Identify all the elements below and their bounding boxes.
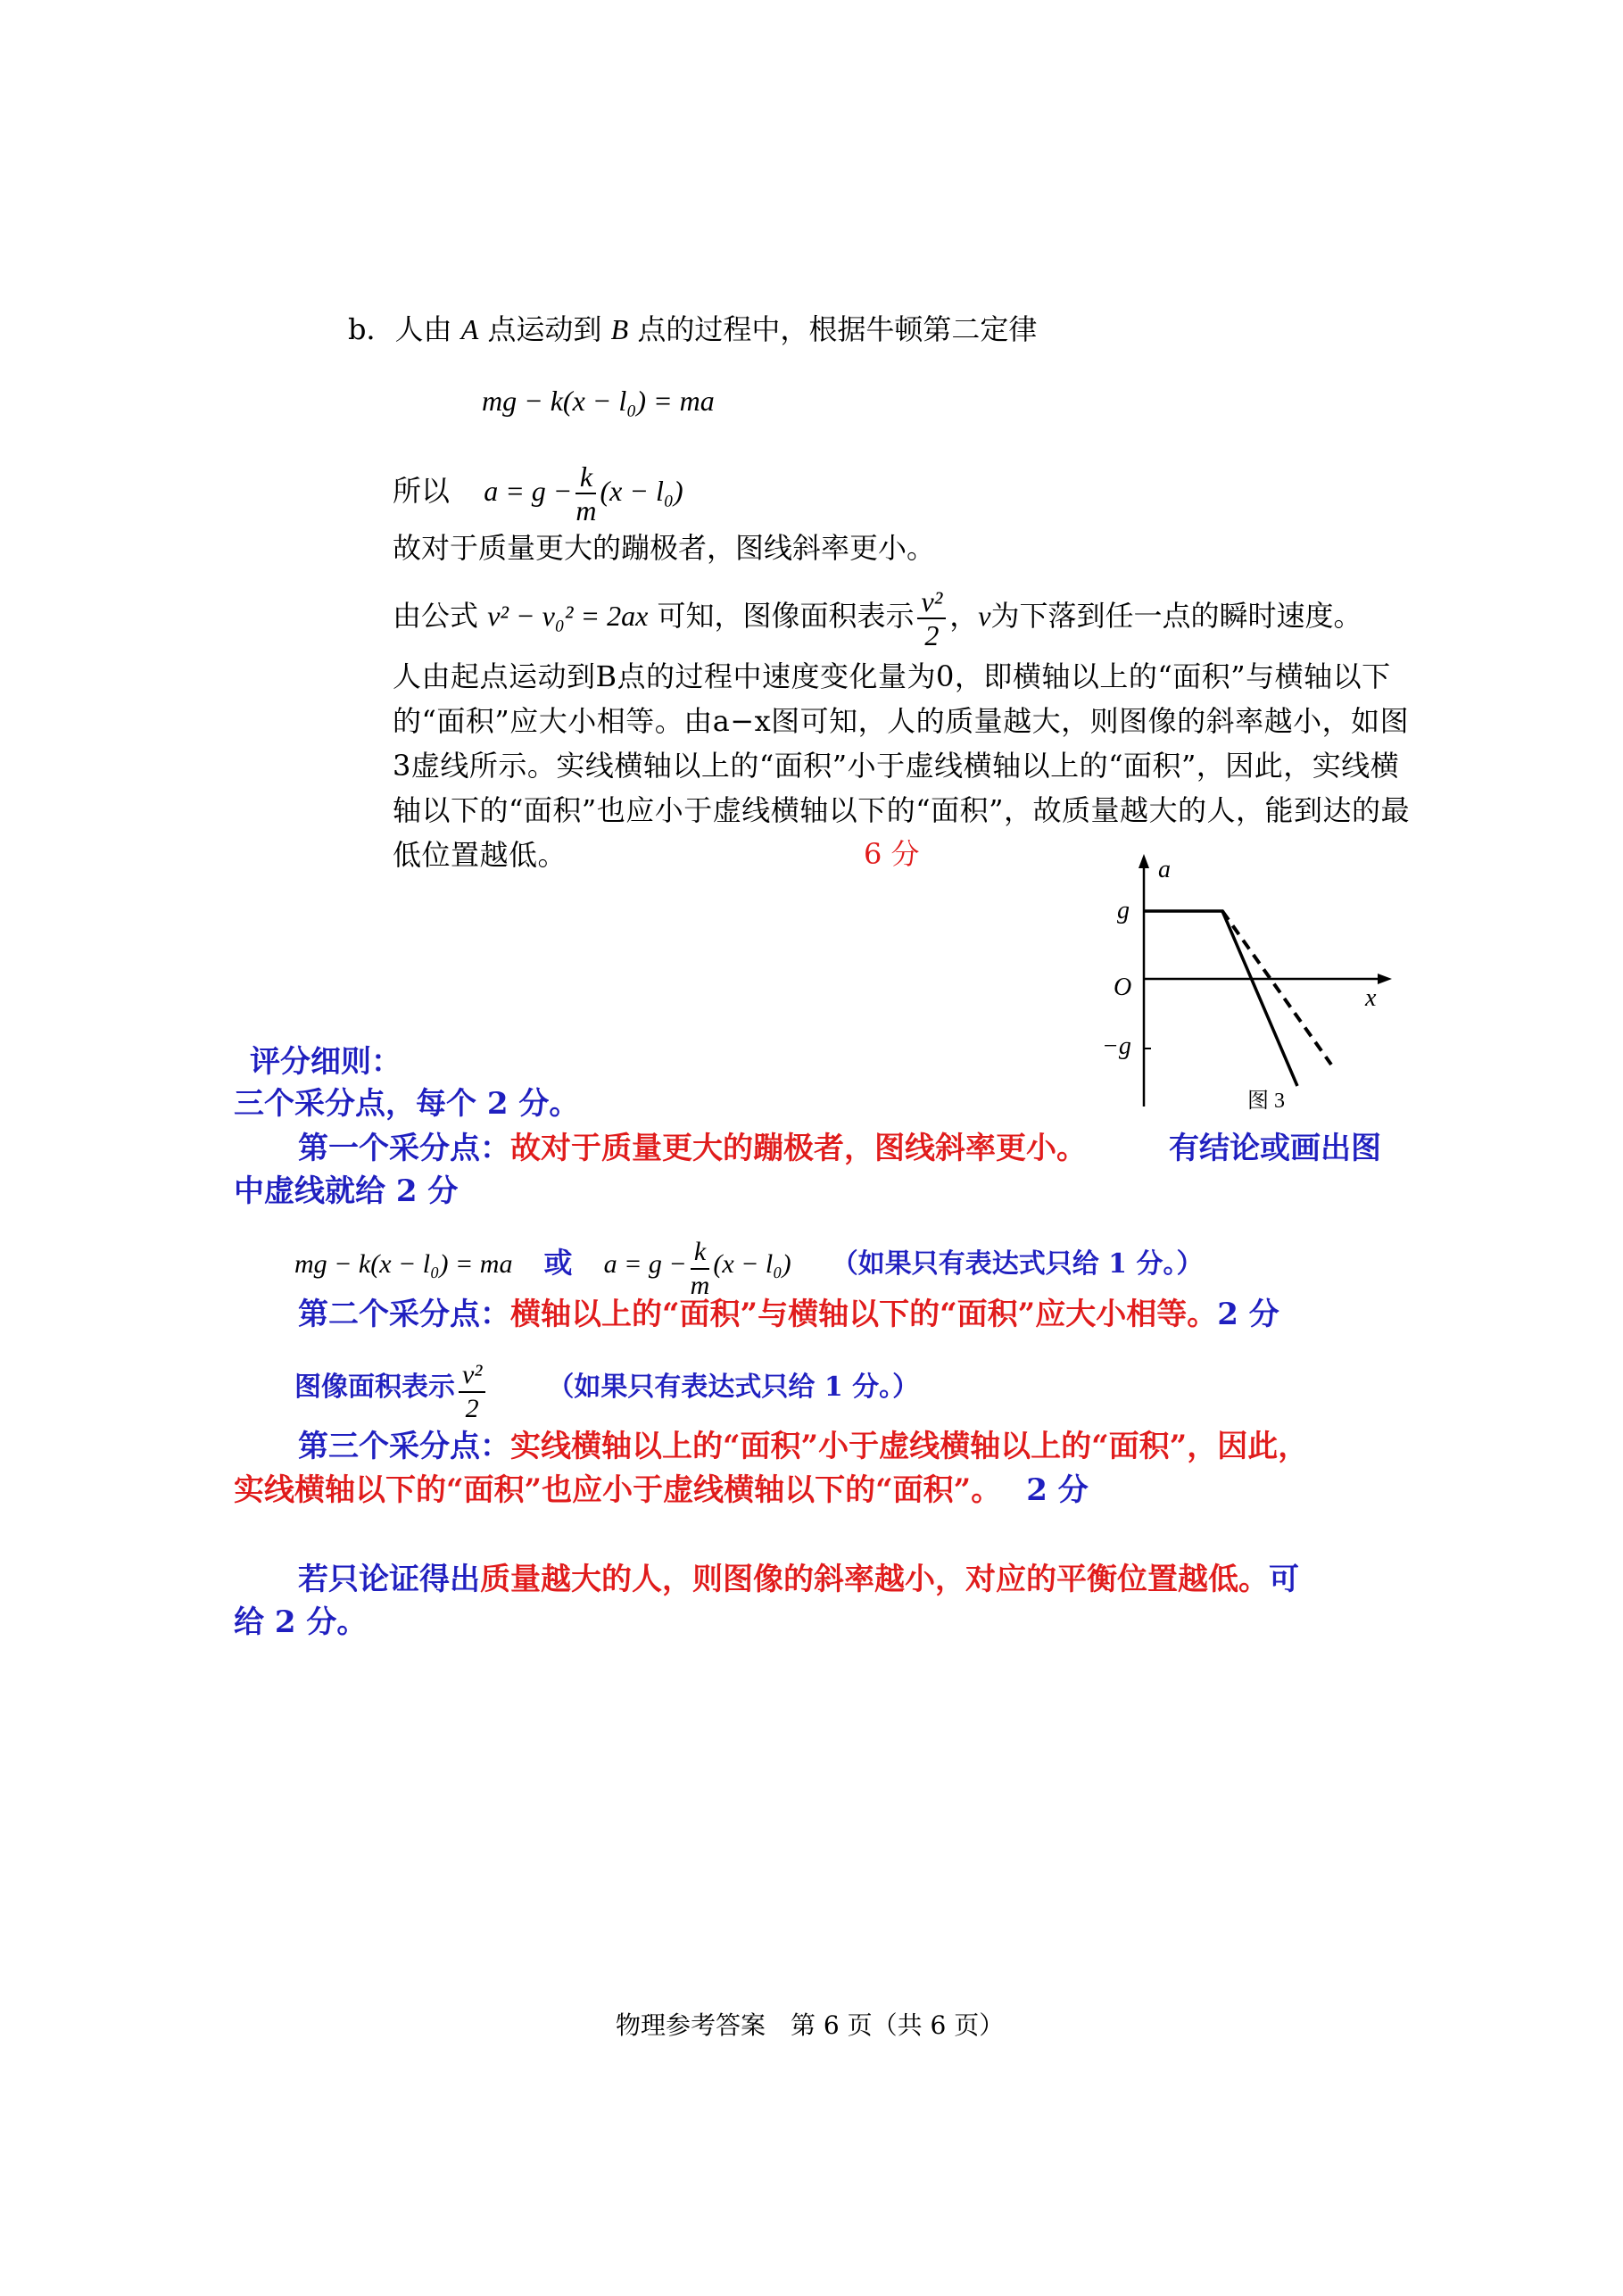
point-1-note-b: 中虚线就给 2 分 bbox=[234, 1173, 459, 1209]
axis-label-x: x bbox=[1365, 984, 1377, 1012]
axis-label-a: a bbox=[1158, 856, 1171, 883]
fraction-denominator: m bbox=[576, 493, 597, 526]
point-1-label: 第一个采分点： bbox=[298, 1131, 510, 1166]
y-axis-arrow bbox=[1139, 854, 1149, 868]
solid-line bbox=[1144, 911, 1297, 1086]
point-2-criterion: 横轴以上的“面积”与横轴以下的“面积”应大小相等。 bbox=[510, 1297, 1218, 1332]
label-g: g bbox=[1117, 897, 1130, 924]
text: 点运动到 bbox=[487, 312, 602, 346]
fraction-denominator: 2 bbox=[924, 618, 940, 651]
eq-rhs: (x − l₀) bbox=[600, 475, 683, 507]
point-4-prefix: 若只论证得出 bbox=[298, 1562, 480, 1597]
equation-newton: mg − k(x − l₀) = ma bbox=[482, 385, 715, 417]
rubric-point-4-line2: 给 2 分。 bbox=[234, 1604, 368, 1640]
rubric-point-3-line1 bbox=[298, 1424, 1308, 1469]
page-footer: 物理参考答案 第 6 页（共 6 页） bbox=[616, 2010, 1005, 2040]
point-4-suffix-a: 可 bbox=[1269, 1562, 1299, 1597]
figure-caption: 图 3 bbox=[1247, 1090, 1285, 1111]
fraction-v2-over-2 bbox=[917, 585, 946, 651]
fraction-numerator: v² bbox=[917, 585, 946, 619]
slope-conclusion: 故对于质量更大的蹦极者，图线斜率更小。 bbox=[393, 531, 936, 565]
fraction-denominator: m bbox=[690, 1270, 710, 1300]
partial-credit-note-1: （如果只有表达式只给 1 分。） bbox=[831, 1248, 1204, 1280]
text: 由公式 bbox=[393, 599, 479, 633]
figure-3-graph bbox=[1097, 852, 1401, 1111]
point-b: B bbox=[610, 313, 629, 345]
point-3-label: 第三个采分点： bbox=[298, 1429, 510, 1464]
formula-line bbox=[393, 571, 1362, 660]
partial-credit-note-2: （如果只有表达式只给 1 分。） bbox=[547, 1372, 920, 1403]
point-3-criterion-b: 实线横轴以下的“面积”也应小于虚线横轴以下的“面积”。 bbox=[234, 1472, 1002, 1508]
fraction-numerator: k bbox=[691, 1236, 710, 1270]
area-text: 图像面积表示 bbox=[294, 1372, 455, 1403]
part-label: b． bbox=[348, 312, 395, 346]
x-axis-arrow bbox=[1378, 974, 1392, 984]
text: 为下落到任一点的瞬时速度。 bbox=[990, 599, 1362, 633]
fraction-numerator: v² bbox=[459, 1359, 485, 1393]
velocity-symbol: v bbox=[978, 600, 991, 632]
point-4-criterion: 质量越大的人，则图像的斜率越小，对应的平衡位置越低。 bbox=[480, 1562, 1269, 1597]
rubric-point-3-line2 bbox=[234, 1468, 1089, 1513]
rubric-point-2 bbox=[298, 1292, 1279, 1337]
point-2-label: 第二个采分点： bbox=[298, 1297, 510, 1332]
point-a: A bbox=[460, 313, 479, 345]
score-6: 6 分 bbox=[864, 837, 920, 871]
rubric-title: 评分细则： bbox=[250, 1044, 402, 1080]
label-origin: O bbox=[1114, 974, 1132, 1001]
explanation-paragraph: 人由起点运动到B点的过程中速度变化量为0，即横轴以上的“面积”与横轴以下的“面积”应大小相等。由a−x图可知，人的质量越大，则图像的斜率越小，如图3虚线所示。实线横轴以上的“面积”小于虚线横轴以上的“面积”，因此，实线横轴以下的“面积”也应小于虚线横轴以下的“面积”，故质量越大的人，能到达的最低位置越低。 bbox=[393, 659, 1410, 872]
fraction-denominator: 2 bbox=[465, 1393, 479, 1423]
rubric-eq2-rhs: (x − l₀) bbox=[713, 1249, 791, 1279]
point-2-score: 2 分 bbox=[1217, 1297, 1279, 1332]
rubric-fraction-v2-over-2 bbox=[459, 1359, 485, 1425]
rubric-summary: 三个采分点，每个 2 分。 bbox=[234, 1086, 580, 1122]
rubric-eq2-lhs: a = g − bbox=[603, 1249, 687, 1279]
text: 可知，图像面积表示 bbox=[657, 599, 915, 633]
fraction-numerator: k bbox=[576, 460, 596, 494]
part-b-heading bbox=[348, 308, 1037, 351]
fraction-k-over-m bbox=[576, 460, 596, 526]
kinematic-formula: v² − v₀² = 2ax bbox=[487, 600, 649, 632]
rubric-point-4-line1 bbox=[298, 1557, 1299, 1602]
label-neg-g: −g bbox=[1102, 1032, 1131, 1060]
so-label: 所以 bbox=[393, 474, 451, 508]
text: 人由 bbox=[394, 312, 452, 346]
rubric-area-line bbox=[294, 1343, 919, 1436]
point-3-score: 2 分 bbox=[1026, 1472, 1089, 1508]
point-1-note-a: 有结论或画出图 bbox=[1169, 1131, 1381, 1166]
point-3-criterion-a: 实线横轴以上的“面积”小于虚线横轴以上的“面积”，因此， bbox=[510, 1429, 1309, 1464]
text: ， bbox=[949, 599, 979, 633]
rubric-eq1: mg − k(x − l₀) = ma bbox=[294, 1249, 513, 1279]
point-1-criterion: 故对于质量更大的蹦极者，图线斜率更小。 bbox=[510, 1131, 1087, 1166]
eq-lhs: a = g − bbox=[484, 475, 573, 507]
acceleration-equation bbox=[393, 446, 683, 535]
or-label: 或 bbox=[543, 1246, 573, 1280]
rubric-point-1 bbox=[298, 1126, 1087, 1171]
text: 点的过程中，根据牛顿第二定律 bbox=[637, 312, 1038, 346]
